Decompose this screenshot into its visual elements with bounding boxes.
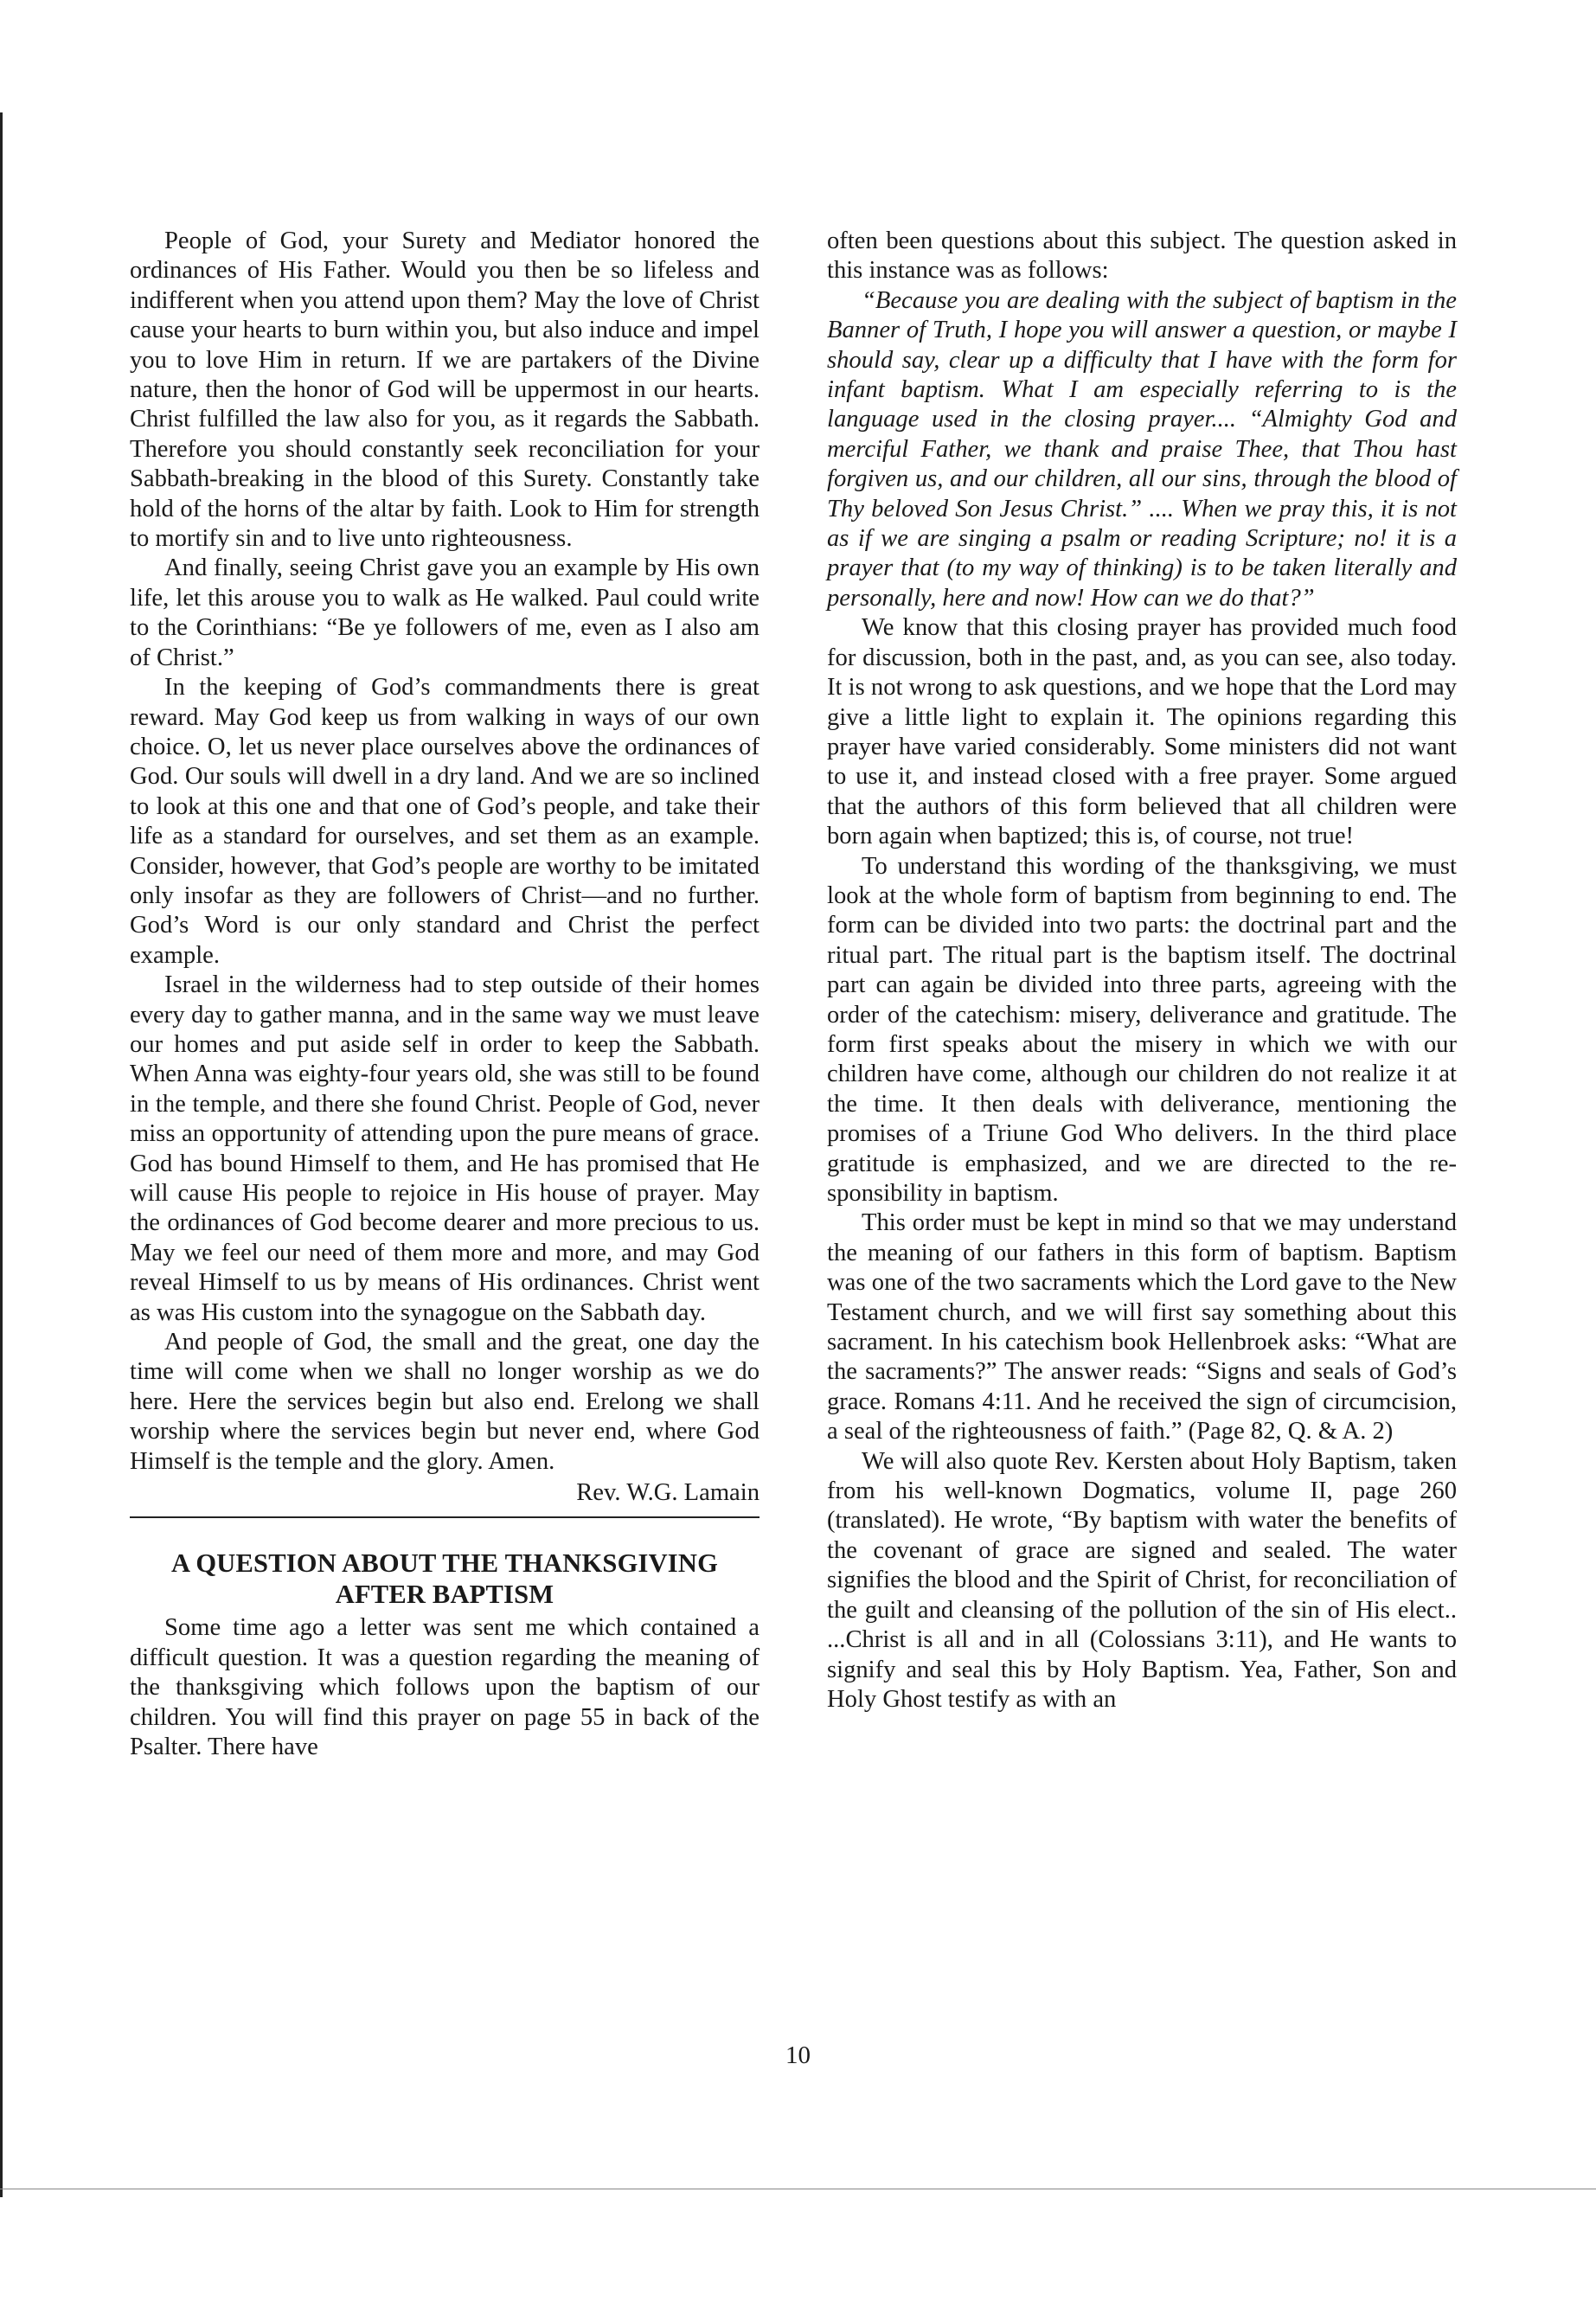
paragraph: Some time ago a letter was sent me which contained a difficult question. It was a question regarding the meaning of the thanksgiving which follows upon the baptism of our children. You will find this prayer on page 55 in back of the Psalter. There have [130,1614,760,1761]
paragraph: We know that this closing prayer has provided much food for discussion, both in the past, and, as you can see, also today. It is not wrong to ask questions, and we hope that the Lord may give a little light to explain it. The opinions regarding this prayer have varied considerably. Some ministers did not want to use it, and instead closed with a free prayer. Some argued that the authors of this form believed that all children were born again when baptized; this is, of course, not true! [827,614,1457,850]
heading-line-2: AFTER BAPTISM [335,1580,554,1610]
paragraph: often been questions about this subject. The question asked in this instance was as follows: [827,228,1457,285]
paragraph: This order must be kept in mind so that we may understand the meaning of our fathers in this form of baptism. Baptism was one of the two sacraments which the Lord gave to the New Testament church, and we will first say something about this sacrament. In his catechism book Hellenbroek asks: “What are the sacraments?” The answer reads: “Signs and seals of God’s grace. Romans 4:11. And he received the sign of circumcision, a seal of the righteousness of faith.” (Page 82, Q. & A. 2) [827,1209,1457,1445]
author-signature: Rev. W.G. Lamain [576,1479,760,1507]
article-heading [130,1548,760,1610]
paragraph: To understand this wording of the thanksgiving, we must look at the whole form of baptism from beginning to end. The form can be divided into two parts: the doctrinal part and the ritual part. The ritual part is the baptism itself. The doctrinal part can again be divided into three parts, agreeing with the order of the catechism: misery, deliverance and gratitude. The form first speaks about the misery in which we with our children have come, although our children do not realize it at the time. It then deals with deliverance, mentioning the promises of a Triune God Who delivers. In the third place gratitude is emphasized, and we are directed to the responsibility in baptism. [827,852,1457,1207]
paragraph: And finally, seeing Christ gave you an example by His own life, let this arouse you to walk as He walked. Paul could write to the Corinthians: “Be ye followers of me, even as I also am of Christ.” [130,554,760,671]
paragraph: Israel in the wilderness had to step outside of their homes every day to gather manna, and in the same way we must leave our homes and put aside self in order to keep the Sabbath. When Anna was eighty-four years old, she was still to be found in the temple, and there she found Christ. People of God, never miss an opportunity of attending upon the pure means of grace. God has bound Himself to them, and He has promised that He will cause His people to rejoice in His house of prayer. May the ordinances of God become dearer and more precious to us. May we feel our need of them more and more, and may God reveal Himself to us by means of His ordinances. Christ went as was His custom into the synagogue on the Sabbath day. [130,971,760,1326]
paragraph: And people of God, the small and the great, one day the time will come when we shall no longer worship as we do here. Here the services begin but also end. Erelong we shall worship where the services begin but never end, where God Himself is the temple and the glory. Amen. [130,1329,760,1475]
scan-border-left [0,112,3,2197]
left-column [130,227,760,1763]
quoted-letter: “Because you are dealing with the subject of baptism in the Banner of Truth, I hope you will answer a question, or maybe I should say, clear up a difficulty that I have with the form for infant baptism. What I am especially referring to is the language used in the closing prayer.... “Almighty God and merciful Father, we thank and praise Thee, that Thou hast forgiven us, and our children, all our sins, through the blood of Thy beloved Son Jesus Christ.” .... When we pray this, it is not as if we are singing a psalm or reading Scripture; no! it is a prayer that (to my way of thinking) is to be taken literally and personally, here and now! How can we do that?” [827,286,1457,612]
page-number: 10 [785,2041,811,2069]
heading-line-1: A QUESTION ABOUT THE THANKSGIVING [170,1548,719,1579]
right-column [827,227,1457,1715]
section-divider [130,1516,760,1518]
paragraph: In the keeping of God’s commandments there is great reward. May God keep us from walking in ways of our own choice. O, let us never place ourselves above the ordinances of God. Our souls will dwell in a dry land. And we are so inclined to look at this one and that one of God’s people, and take their life as a standard for ourselves, and set them as an example. Consider, however, that God’s people are worthy to be imitated only insofar as they are followers of Christ—and no further. God’s Word is our only standard and Christ the perfect example. [130,674,760,969]
paragraph: People of God, your Surety and Mediator honored the ordinances of His Father. Would you then be so lifeless and indifferent when you attend upon them? May the love of Christ cause your hearts to burn within you, but also induce and impel you to love Him in return. If we are partakers of the Divine nature, then the honor of God will be uppermost in our hearts. Christ fulfilled the law also for you, as it regards the Sabbath. Therefore you should constantly seek reconciliation for your Sabbath-breaking in the blood of this Surety. Constantly take hold of the horns of the altar by faith. Look to Him for strength to mortify sin and to live unto righteousness. [130,228,760,553]
paragraph: We will also quote Rev. Kersten about Holy Baptism, taken from his well-known Dogmatics, volume II, page 260 (translated). He wrote, “By baptism with water the benefits of the covenant of grace are signed and sealed. The water signifies the blood and the Spirit of Christ, for reconciliation of the guilt and cleansing of the pollution of the sin of His elect.. ...Christ is all and in all (Colossians 3:11), and He wants to signify and seal this by Holy Baptism. Yea, Father, Son and Holy Ghost testify as with an [827,1447,1457,1713]
